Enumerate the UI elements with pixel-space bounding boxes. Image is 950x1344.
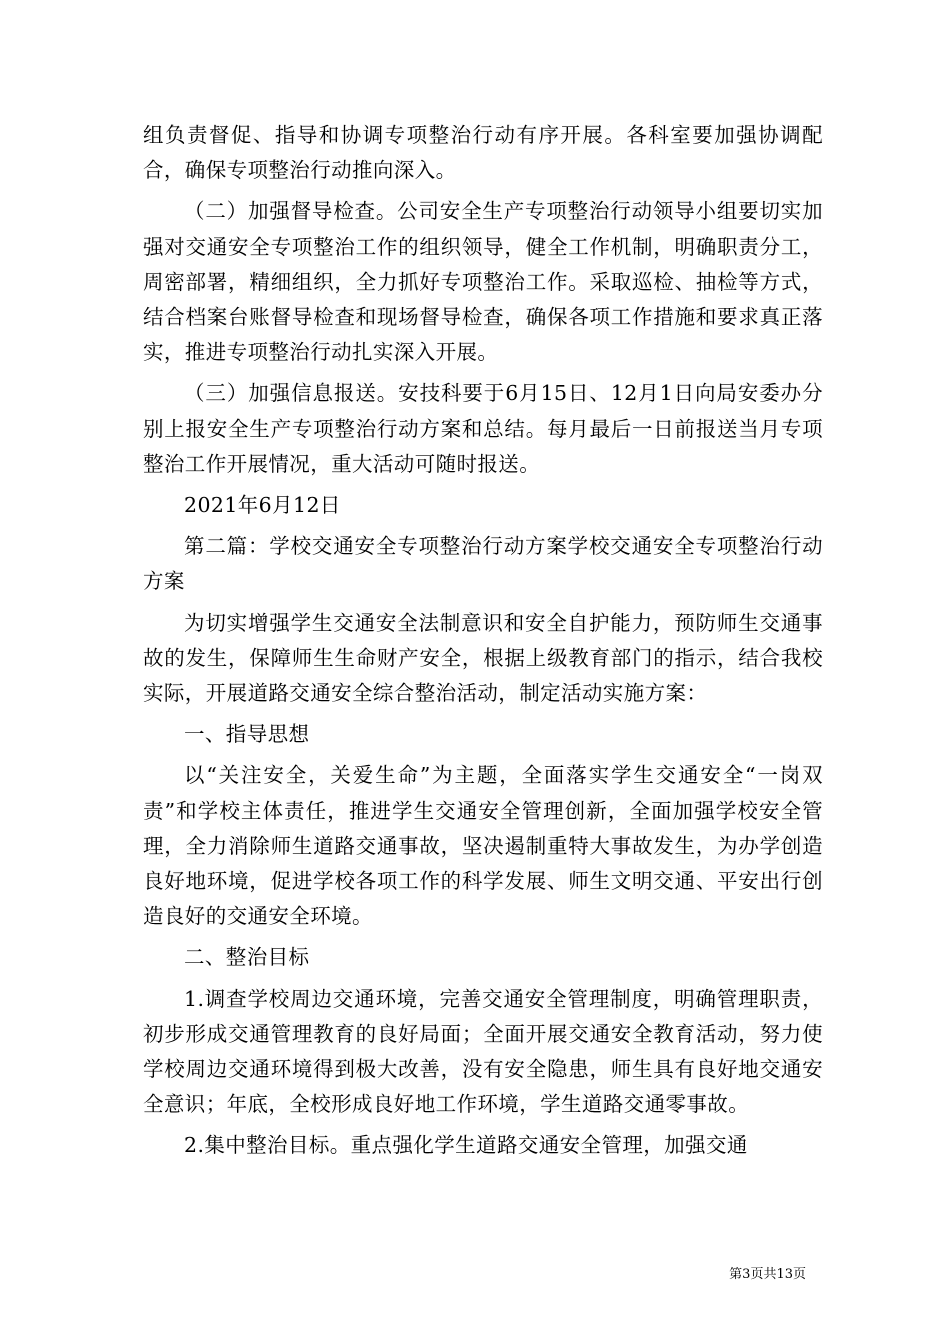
heading-rectification-goals: 二、整治目标 [184, 945, 310, 970]
document-date: 2021年6月12日 [184, 493, 341, 518]
paragraph-continuation: 组负责督促、指导和协调专项整治行动有序开展。各科室要加强协调配合，确保专项整治行动推向深入。 [143, 123, 823, 183]
document-body [143, 118, 823, 1170]
paragraph-goal-two: 2.集中整治目标。重点强化学生道路交通安全管理，加强交通 [184, 1133, 748, 1158]
page-number-footer: 第3页共13页 [729, 1267, 806, 1282]
paragraph-goal-one: 1.调查学校周边交通环境，完善交通安全管理制度，明确管理职责，初步形成交通管理教育的良好局面；全面开展交通安全教育活动，努力使学校周边交通环境得到极大改善，没有安全隐患，师生具有良好地交通安全意识；年底，全校形成良好地工作环境，学生道路交通零事故。 [143, 986, 823, 1117]
paragraph-introduction: 为切实增强学生交通安全法制意识和安全自护能力，预防师生交通事故的发生，保障师生生命财产安全，根据上级教育部门的指示，结合我校实际，开展道路交通安全综合整治活动，制定活动实施方案： [143, 610, 823, 706]
paragraph-supervision-inspection: （二）加强督导检查。公司安全生产专项整治行动领导小组要切实加强对交通安全专项整治工作的组织领导，健全工作机制，明确职责分工，周密部署，精细组织，全力抓好专项整治工作。采取巡检、抽检等方式，结合档案台账督导检查和现场督导检查，确保各项工作措施和要求真正落实，推进专项整治行动扎实深入开展。 [143, 199, 823, 365]
section-title-part-two: 第二篇：学校交通安全专项整治行动方案学校交通安全专项整治行动方案 [143, 534, 823, 594]
paragraph-information-reporting: （三）加强信息报送。安技科要于6月15日、12月1日向局安委办分别上报安全生产专项整治行动方案和总结。每月最后一日前报送当月专项整治工作开展情况，重大活动可随时报送。 [143, 381, 823, 476]
paragraph-guiding-ideology: 以“关注安全，关爱生命”为主题，全面落实学生交通安全“一岗双责”和学校主体责任，推进学生交通安全管理创新，全面加强学校安全管理，全力消除师生道路交通事故，坚决遏制重特大事故发生，为办学创造良好地环境，促进学校各项工作的科学发展、师生文明交通、平安出行创造良好的交通安全环境。 [143, 763, 823, 929]
heading-guiding-ideology: 一、指导思想 [184, 722, 310, 747]
